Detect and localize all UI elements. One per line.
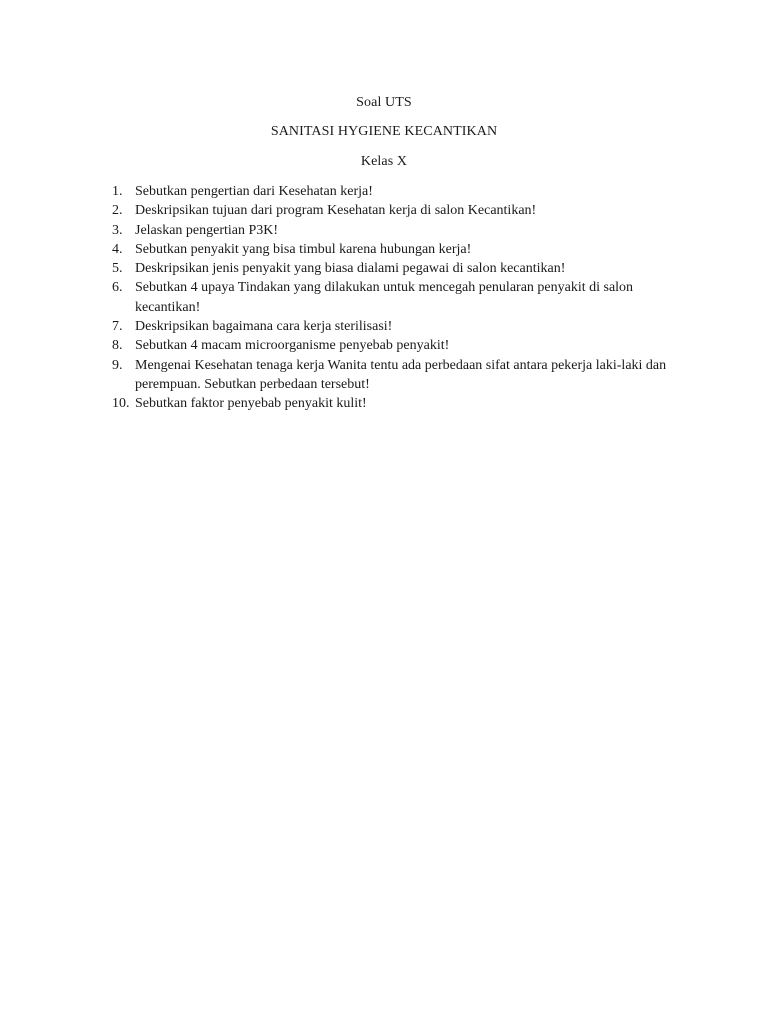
question-number: 7. <box>112 319 123 335</box>
question-item <box>112 240 682 259</box>
question-number: 8. <box>112 338 123 354</box>
question-item <box>112 278 682 317</box>
exam-title: Soal UTS <box>356 95 412 110</box>
question-number: 4. <box>112 241 123 257</box>
question-text: Sebutkan 4 macam microorganisme penyebab penyakit! <box>135 338 450 354</box>
question-item <box>112 221 682 240</box>
subject-title: SANITASI HYGIENE KECANTIKAN <box>270 124 498 139</box>
question-text: Deskripsikan jenis penyakit yang biasa dialami pegawai di salon kecantikan! <box>135 261 566 277</box>
question-item <box>112 182 682 201</box>
question-item <box>112 356 682 395</box>
question-text: Jelaskan pengertian P3K! <box>135 222 279 238</box>
question-item <box>112 336 682 355</box>
question-number: 10. <box>112 396 130 412</box>
question-text: Sebutkan 4 upaya Tindakan yang dilakukan untuk mencegah penularan penyakit di salon kecantikan! <box>135 280 634 315</box>
question-number: 9. <box>112 357 123 373</box>
question-number: 1. <box>112 184 123 199</box>
question-item <box>112 201 682 220</box>
question-number: 5. <box>112 261 123 277</box>
question-number: 2. <box>112 203 123 219</box>
question-item <box>112 259 682 278</box>
question-number: 6. <box>112 280 123 296</box>
question-number: 3. <box>112 222 123 238</box>
question-text: Mengenai Kesehatan tenaga kerja Wanita tentu ada perbedaan sifat antara pekerja laki-laki dan perempuan. Sebutkan perbedaan tersebut! <box>135 357 667 392</box>
question-text: Sebutkan faktor penyebab penyakit kulit! <box>135 396 367 412</box>
question-text: Deskripsikan bagaimana cara kerja sterilisasi! <box>135 319 393 335</box>
class-label: Kelas X <box>360 154 408 169</box>
question-item <box>112 317 682 336</box>
question-text: Sebutkan penyakit yang bisa timbul karena hubungan kerja! <box>135 241 472 257</box>
question-item <box>112 394 682 413</box>
question-text: Deskripsikan tujuan dari program Kesehatan kerja di salon Kecantikan! <box>135 203 537 219</box>
question-text: Sebutkan pengertian dari Kesehatan kerja! <box>135 184 373 199</box>
question-list <box>112 182 682 414</box>
